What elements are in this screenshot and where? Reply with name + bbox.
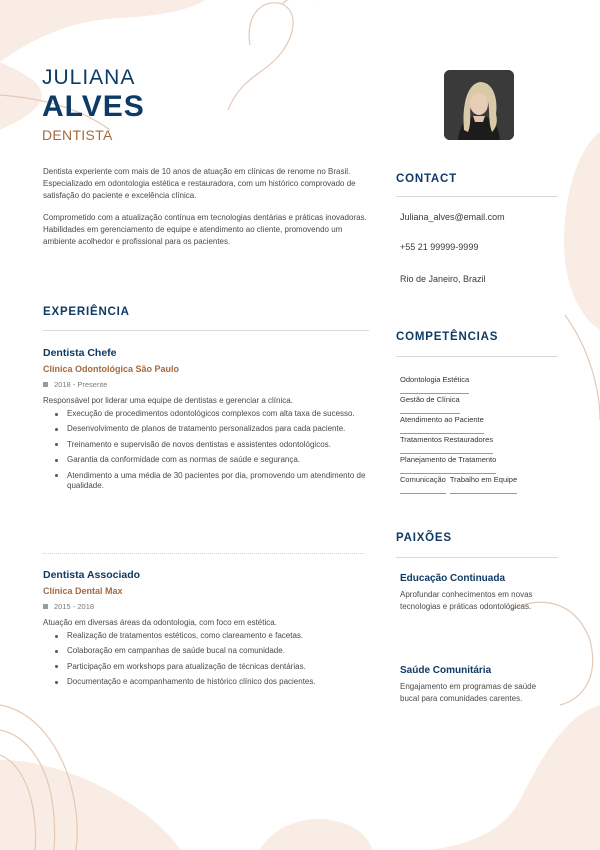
job-entry: [43, 569, 369, 693]
passion-title: Educação Continuada: [400, 573, 506, 584]
job-entry: [43, 347, 369, 496]
job-bullets: [43, 409, 369, 491]
divider: [396, 557, 558, 558]
skills-heading: COMPETÊNCIAS: [396, 331, 499, 343]
skill-tag: Gestão de Clínica: [400, 394, 460, 414]
divider: [43, 330, 369, 331]
list-item: Garantia da conformidade com as normas de saúde e segurança.: [53, 455, 369, 465]
experience-heading: EXPERIÊNCIA: [43, 306, 130, 318]
job-dates-text: 2015 - 2018: [54, 602, 95, 611]
skill-tag: Planejamento de Tratamento: [400, 454, 496, 474]
summary-paragraph: Comprometido com a atualização contínua em tecnologias dentárias e práticas inovadoras. Habilidades em gerenciamento de equipe e atendimento ao cliente, promovendo um ambiente acolhedor e profissional para os pacientes.: [43, 212, 367, 247]
summary-paragraph: Dentista experiente com mais de 10 anos de atuação em clínicas de renome no Brasil. Especializado em odontologia estética e restauradora, com um histórico comprovado de satisfação do paciente e excelência clínica.: [43, 167, 356, 201]
divider: [43, 553, 365, 554]
calendar-icon: [43, 604, 48, 609]
job-dates: [43, 380, 369, 389]
first-name: JULIANA: [42, 66, 136, 89]
skill-tag: Tratamentos Restauradores: [400, 434, 493, 454]
passion-item: [400, 665, 550, 705]
passion-title: Saúde Comunitária: [400, 665, 492, 676]
job-description: Responsável por liderar uma equipe de dentistas e gerenciar a clínica.: [43, 396, 293, 405]
job-company: Clínica Odontológica São Paulo: [43, 364, 180, 374]
job-dates: [43, 602, 369, 611]
passion-description: Engajamento em programas de saúde bucal para comunidades carentes.: [400, 682, 537, 703]
list-item: Treinamento e supervisão de novos dentistas e assistentes odontológicos.: [53, 440, 369, 450]
job-title: Dentista Associado: [43, 569, 141, 581]
skills-list: [400, 374, 550, 494]
list-item: Execução de procedimentos odontológicos complexos com alta taxa de sucesso.: [53, 409, 369, 419]
list-item: Atendimento a uma média de 30 pacientes por dia, promovendo um atendimento de qualidade.: [53, 471, 369, 492]
summary-section: [43, 166, 369, 257]
list-item: Colaboração em campanhas de saúde bucal na comunidade.: [53, 646, 369, 656]
divider: [396, 196, 558, 197]
list-item: Documentação e acompanhamento de histórico clínico dos pacientes.: [53, 677, 369, 687]
calendar-icon: [43, 382, 48, 387]
skill-tag: Odontologia Estética: [400, 374, 469, 394]
list-item: Participação em workshops para atualização de técnicas dentárias.: [53, 662, 369, 672]
location-text: Rio de Janeiro, Brazil: [400, 274, 486, 284]
person-portrait-icon: [444, 70, 514, 140]
skill-tag: Atendimento ao Paciente: [400, 414, 484, 434]
skill-tag: Comunicação: [400, 474, 446, 494]
last-name: ALVES: [42, 90, 145, 123]
job-company: Clínica Dental Max: [43, 586, 123, 596]
job-dates-text: 2018 - Presente: [54, 380, 108, 389]
email-text[interactable]: Juliana_alves@email.com: [400, 212, 505, 222]
passions-heading: PAIXÕES: [396, 532, 452, 544]
passion-description: Aprofundar conhecimentos em novas tecnologias e práticas odontológicas.: [400, 590, 533, 611]
list-item: Realização de tratamentos estéticos, como clareamento e facetas.: [53, 631, 369, 641]
job-description: Atuação em diversas áreas da odontologia, com foco em estética.: [43, 618, 277, 627]
profile-photo: [444, 70, 514, 140]
skill-tag: Trabalho em Equipe: [450, 474, 517, 494]
divider: [396, 356, 558, 357]
job-role: DENTISTA: [42, 127, 113, 143]
job-title: Dentista Chefe: [43, 347, 117, 359]
phone-text: +55 21 99999-9999: [400, 242, 479, 252]
contact-heading: CONTACT: [396, 173, 457, 185]
job-bullets: [43, 631, 369, 688]
passion-item: [400, 573, 550, 613]
list-item: Desenvolvimento de planos de tratamento personalizados para cada paciente.: [53, 424, 369, 434]
